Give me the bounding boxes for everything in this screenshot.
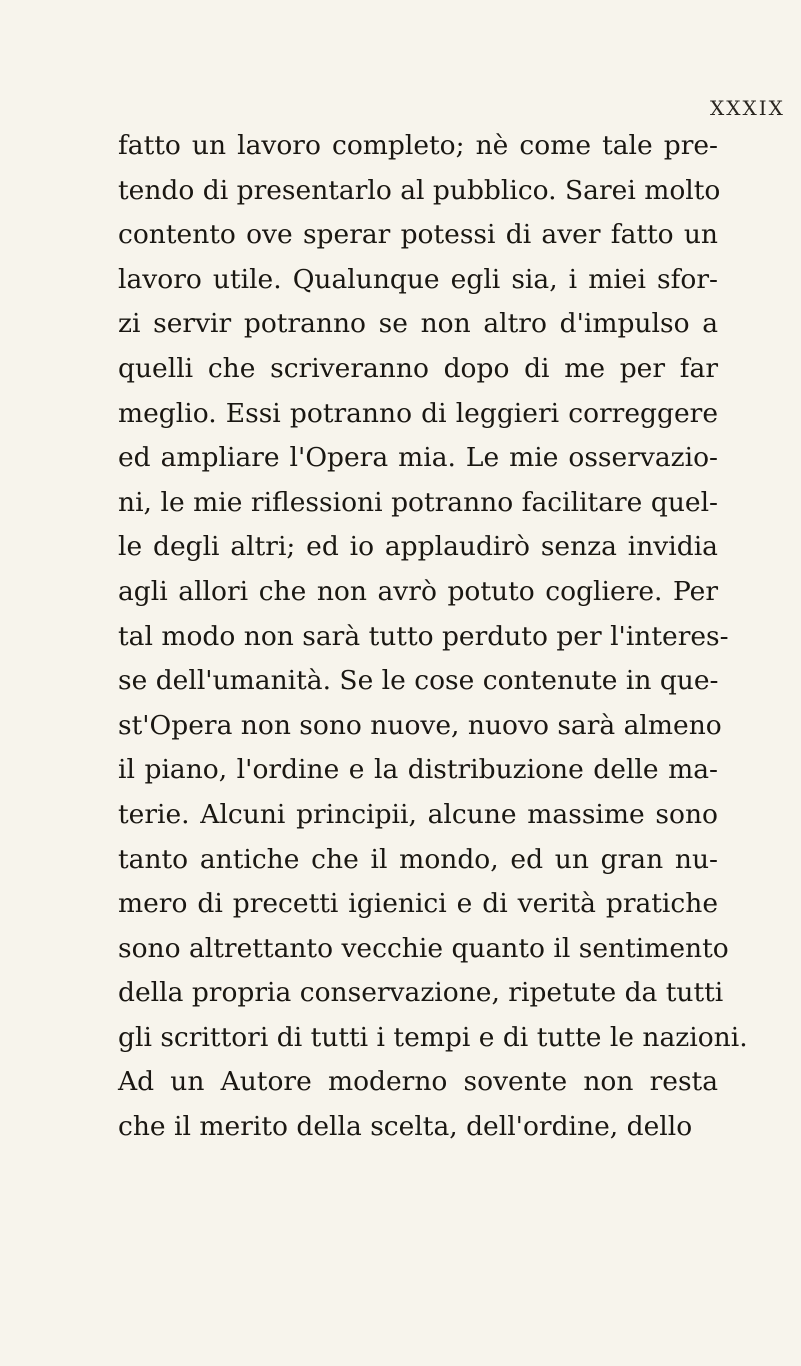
text-line: meglio. Essi potranno di leggieri correggere <box>118 397 718 429</box>
text-line: lavoro utile. Qualunque egli sia, i miei sfor- <box>118 263 718 295</box>
text-line: tal modo non sarà tutto perduto per l'interes- <box>118 620 729 652</box>
text-line: terie. Alcuni principii, alcune massime sono <box>118 798 718 830</box>
text-line: che il merito della scelta, dell'ordine, dello <box>118 1111 693 1143</box>
text-line: se dell'umanità. Se le cose contenute in que- <box>118 665 719 697</box>
body-text <box>118 124 748 1150</box>
text-line: tendo di presentarlo al pubblico. Sarei molto <box>118 174 721 206</box>
text-line: st'Opera non sono nuove, nuovo sarà almeno <box>118 709 722 741</box>
text-line: della propria conservazione, ripetute da tutti <box>118 977 724 1009</box>
text-line: ed ampliare l'Opera mia. Le mie osservazio- <box>118 442 718 474</box>
text-line: le degli altri; ed io applaudirò senza invidia <box>118 531 718 563</box>
text-line: ni, le mie riflessioni potranno facilitare quel- <box>118 486 718 518</box>
text-line: contento ove sperar potessi di aver fatto un <box>118 219 718 251</box>
text-line: agli allori che non avrò potuto cogliere. Per <box>118 575 718 607</box>
page-number: XXXIX <box>710 96 785 120</box>
text-line: mero di precetti igienici e di verità pratiche <box>118 888 718 920</box>
text-line: gli scrittori di tutti i tempi e di tutte le nazioni. <box>118 1021 748 1053</box>
text-line: zi servir potranno se non altro d'impulso a <box>118 308 718 340</box>
text-line: tanto antiche che il mondo, ed un gran nu- <box>118 843 718 875</box>
text-line: il piano, l'ordine e la distribuzione delle ma- <box>118 754 718 786</box>
text-line: quelli che scriveranno dopo di me per far <box>118 352 718 384</box>
text-line: fatto un lavoro completo; nè come tale pre- <box>118 130 718 161</box>
text-line: Ad un Autore moderno sovente non resta <box>118 1066 718 1098</box>
text-line: sono altrettanto vecchie quanto il sentimento <box>118 932 729 964</box>
